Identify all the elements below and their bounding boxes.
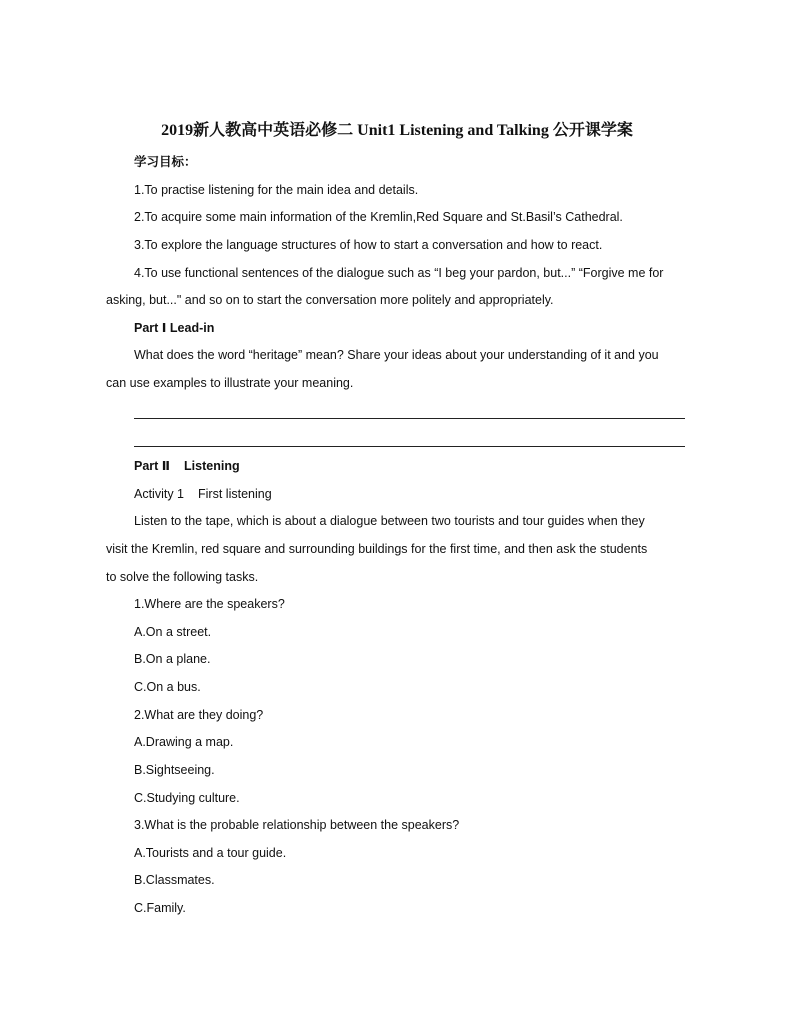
objective-item: 2.To acquire some main information of the Kremlin,Red Square and St.Basil’s Cathedral. [134,210,623,224]
part1-text-continued: can use examples to illustrate your meaning. [106,376,354,390]
question-3-option-a: A.Tourists and a tour guide. [134,846,287,860]
part1-text: What does the word “heritage” mean? Share your ideas about your understanding of it and you [134,348,659,362]
instruction-text: visit the Kremlin, red square and surrounding buildings for the first time, and then ask the students [106,542,648,556]
part1-heading: Part Ⅰ Lead-in [134,321,215,335]
question-2-option-c: C.Studying culture. [134,791,240,805]
question-3-option-c: C.Family. [134,901,186,915]
activity-title: First listening [198,487,272,501]
answer-line [134,446,685,447]
answer-line [134,418,685,419]
question-1-option-b: B.On a plane. [134,652,211,666]
page-title: 2019新人教高中英语必修二 Unit1 Listening and Talking 公开课学案 [161,122,633,139]
instruction-text: Listen to the tape, which is about a dialogue between two tourists and tour guides when they [134,514,645,528]
part2-heading [134,457,240,475]
question-1: 1.Where are the speakers? [134,597,285,611]
question-2-option-a: A.Drawing a map. [134,735,234,749]
objective-item: 3.To explore the language structures of how to start a conversation and how to react. [134,238,603,252]
question-2: 2.What are they doing? [134,708,264,722]
question-2-option-b: B.Sightseeing. [134,763,215,777]
part2-heading-title: Listening [184,459,240,473]
activity-heading [134,485,272,503]
objective-item-continued: asking, but..." and so on to start the conversation more politely and appropriately. [106,293,554,307]
part2-heading-part: Part Ⅱ [134,459,171,473]
objective-item: 1.To practise listening for the main idea and details. [134,183,419,197]
question-1-option-a: A.On a street. [134,625,212,639]
question-3-option-b: B.Classmates. [134,873,215,887]
instruction-text: to solve the following tasks. [106,570,259,584]
question-1-option-c: C.On a bus. [134,680,201,694]
activity-number: Activity 1 [134,487,185,501]
objective-item: 4.To use functional sentences of the dialogue such as “I beg your pardon, but...” “Forgive me for [134,266,664,280]
objectives-heading: 学习目标： [134,155,197,169]
question-3: 3.What is the probable relationship between the speakers? [134,818,460,832]
